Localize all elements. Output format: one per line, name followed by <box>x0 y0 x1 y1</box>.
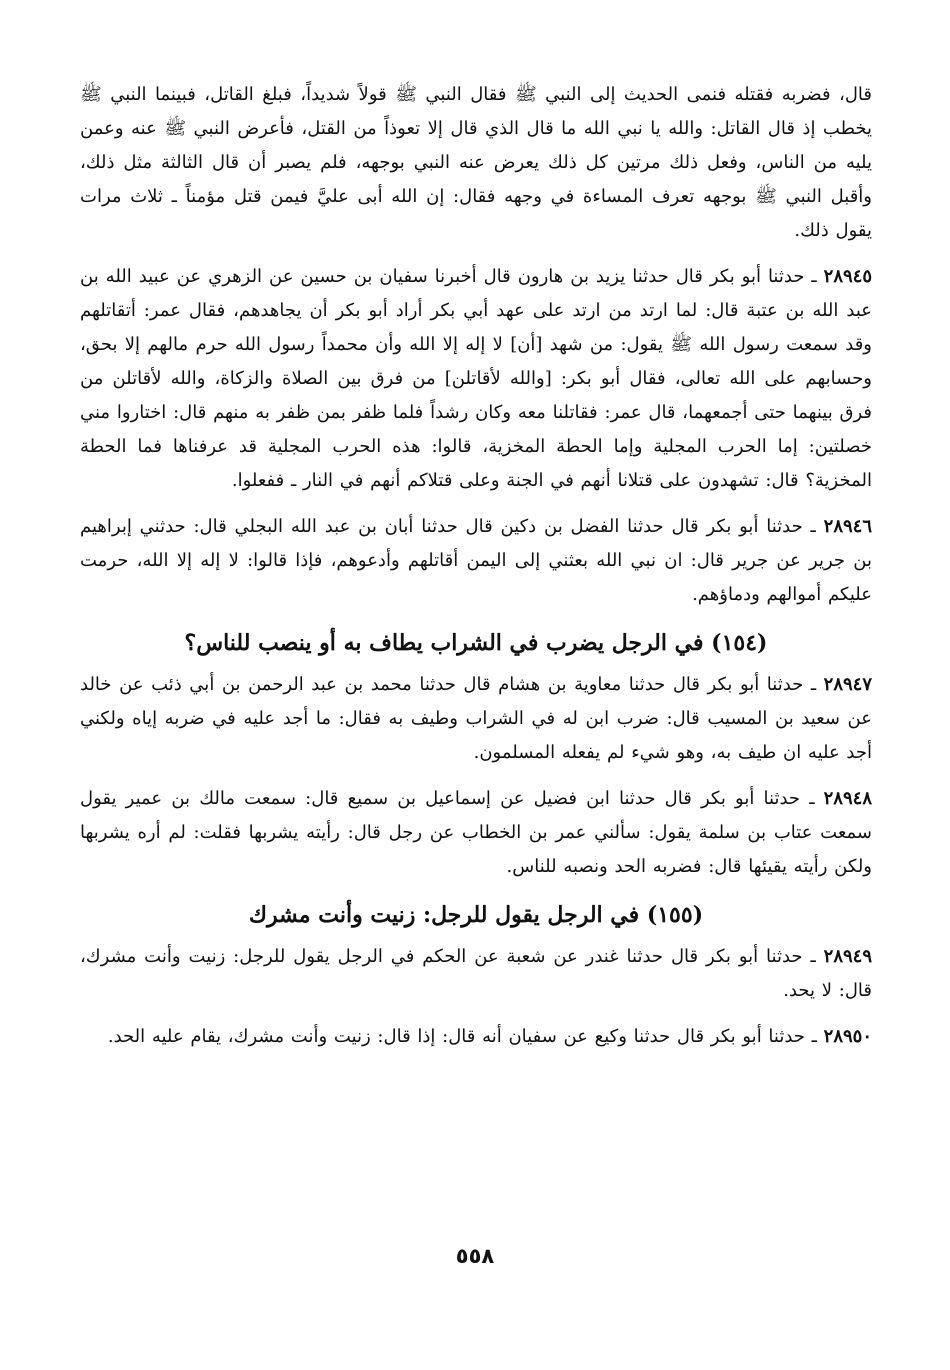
hadith-text: ـ حدثنا أبو بكر قال حدثنا يزيد بن هارون قال أخبرنا سفيان بن حسين عن الزهري عن عبيد الله بن عبد الله بن عتبة قال: لما ارتد من ارتد على عهد أبي بكر أراد أبو بكر أن يجاهدهم، فقال عمر: أتقاتلهم وقد سمعت رسول الله ﷺ يقول: من شهد [أن] لا إله إلا الله وأن محمداً رسول الله حرم مالهم إلا بحق، وحسابهم على الله تعالى، فقال أبو بكر: [والله لأقاتلن] من فرق بين الصلاة والزكاة، والله لأقاتلن من فرق بينهما حتى أجمعهما، قال عمر: فقاتلنا معه وكان رشداً فلما ظفر بمن ظفر به منهم قال: اختاروا مني خصلتين: إما الحرب المجلية وإما الحطة المخزية، قالوا: هذه الحرب المجلية قد عرفناها فما الحطة المخزية؟ قال: تشهدون على قتلانا أنهم في الجنة وعلى قتلاكم أنهم في النار ـ ففعلوا. <box>80 266 872 491</box>
continuation-paragraph: قال، فضربه فقتله فنمى الحديث إلى النبي ﷺ فقال النبي ﷺ قولاً شديداً، فبلغ القاتل، فبينما النبي ﷺ يخطب إذ قال القاتل: والله يا نبي الله ما قال الذي قال إلا تعوذاً من القتل، فأعرض النبي ﷺ عنه وعمن يليه من الناس، وفعل ذلك مرتين كل ذلك يعرض عنه النبي بوجهه، فلم يصبر أن قال الثالثة مثل ذلك، وأقبل النبي ﷺ بوجهه تعرف المساءة في وجهه فقال: إن الله أبى عليَّ فيمن قتل مؤمناً ـ ثلاث مرات يقول ذلك. <box>80 84 872 241</box>
hadith-text: ـ حدثنا أبو بكر قال حدثنا الفضل بن دكين قال حدثنا أبان بن عبد الله البجلي قال: حدثني إبراهيم بن جرير عن جرير قال: ان نبي الله بعثني إلى اليمن أقاتلهم وأدعوهم، فإذا قالوا: لا إله إلا الله، حرمت عليكم أموالهم ودماؤهم. <box>80 516 872 605</box>
hadith-28947 <box>80 668 872 770</box>
hadith-text: ـ حدثنا أبو بكر قال حدثنا غندر عن شعبة عن الحكم في الرجل يقول للرجل: زنيت وأنت مشرك، قال: لا يحد. <box>80 946 872 1001</box>
page-number: ٥٥٨ <box>455 1244 495 1268</box>
hadith-text: ـ حدثنا أبو بكر قال حدثنا ابن فضيل عن إسماعيل بن سميع قال: سمعت مالك بن عمير يقول سمعت عتاب بن سلمة يقول: سألني عمر بن الخطاب عن رجل قال: رأيته يشربها فقلت: لم أره يشربها ولكن رأيته يقيئها قال: فضربه الحد ونصبه للناس. <box>80 788 872 877</box>
hadith-28948 <box>80 782 872 884</box>
text-column <box>80 78 872 1054</box>
hadith-number: ٢٨٩٤٨ <box>823 788 872 809</box>
hadith-28946 <box>80 510 872 612</box>
hadith-28945 <box>80 260 872 498</box>
hadith-text: ـ حدثنا أبو بكر قال حدثنا وكيع عن سفيان أنه قال: إذا قال: زنيت وأنت مشرك، يقام عليه الحد. <box>107 1026 817 1047</box>
hadith-number: ٢٨٩٥٠ <box>823 1026 872 1047</box>
hadith-28949 <box>80 940 872 1008</box>
hadith-number: ٢٨٩٤٩ <box>823 946 872 967</box>
hadith-text: ـ حدثنا أبو بكر قال حدثنا معاوية بن هشام قال حدثنا محمد بن عبد الرحمن بن أبي ذئب عن خالد عن سعيد بن المسيب قال: ضرب ابن له في الشراب وطيف به فقال: ما أجد عليه في ضربه إياه ولكني أجد عليه ان طيف به، وهو شيء لم يفعله المسلمون. <box>80 674 872 763</box>
section-155-heading: (١٥٥) في الرجل يقول للرجل: زنيت وأنت مشرك <box>248 902 704 928</box>
hadith-number: ٢٨٩٤٧ <box>823 674 872 695</box>
hadith-28950 <box>80 1020 872 1054</box>
hadith-number: ٢٨٩٤٦ <box>823 516 872 537</box>
hadith-number: ٢٨٩٤٥ <box>823 266 872 287</box>
section-154-heading: (١٥٤) في الرجل يضرب في الشراب يطاف به أو ينصب للناس؟ <box>184 630 768 656</box>
